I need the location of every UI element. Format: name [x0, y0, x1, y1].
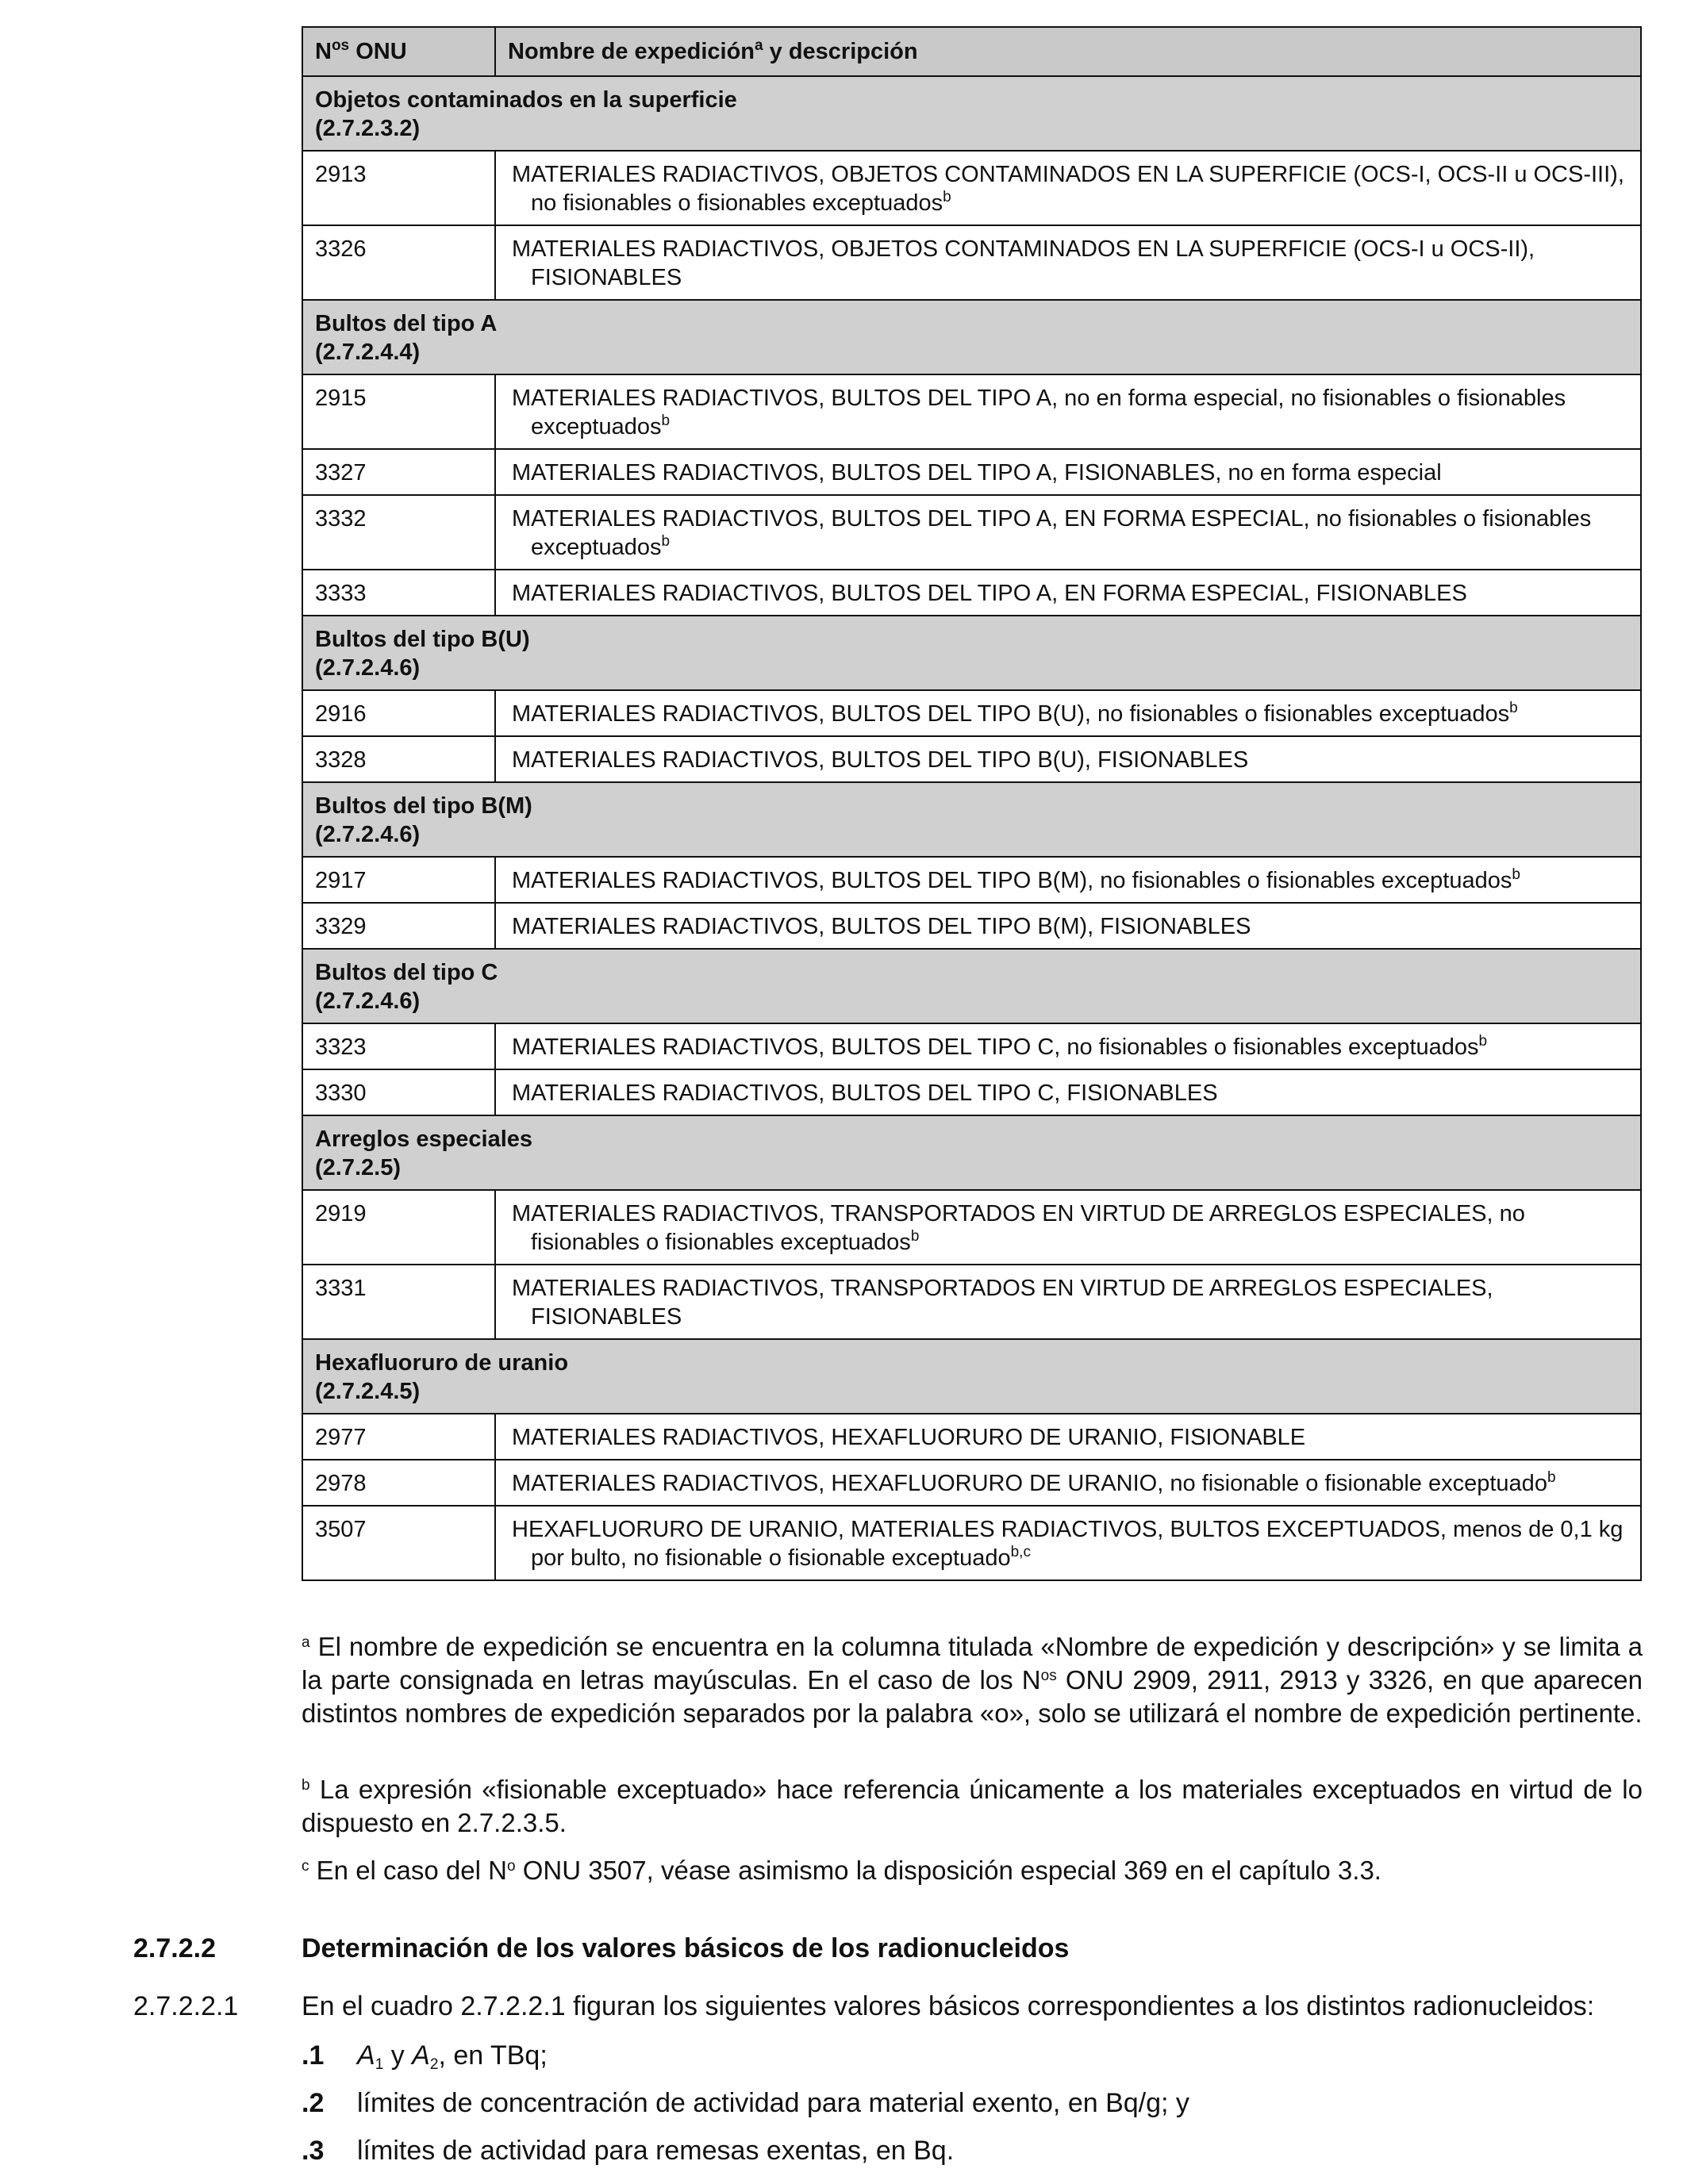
table-row: [302, 1190, 1641, 1265]
group-reference: (2.7.2.5): [315, 1155, 401, 1180]
subsection-text: En el cuadro 2.7.2.2.1 figuran los siguientes valores básicos correspondientes a los distintos radionucleidos:: [302, 1991, 1595, 2021]
table-row: [302, 736, 1641, 782]
group-reference: (2.7.2.4.6): [315, 655, 421, 681]
description-text: MATERIALES RADIACTIVOS, HEXAFLUORURO DE URANIO, FISIONABLE: [512, 1425, 1306, 1450]
footnote-marker: b: [661, 533, 671, 550]
table-row: [302, 1414, 1641, 1460]
un-number-cell: 3323: [302, 1023, 495, 1069]
table-row: [302, 151, 1641, 225]
footnote-marker: b: [1547, 1469, 1556, 1486]
description-cell: [495, 690, 1641, 736]
group-title: Bultos del tipo C: [315, 960, 498, 985]
group-heading: [302, 76, 1641, 151]
group-row: [302, 782, 1641, 857]
un-number-cell: 2915: [302, 374, 495, 449]
table-row: [302, 1506, 1641, 1580]
description-cell: [495, 374, 1641, 449]
description-text: MATERIALES RADIACTIVOS, BULTOS DEL TIPO B(U), no fisionables o fisionables exceptuados: [512, 701, 1510, 727]
description-cell: [495, 903, 1641, 949]
group-title: Arreglos especiales: [315, 1127, 533, 1152]
list-item-3: .3 límites de actividad para remesas exentas, en Bq.: [302, 2136, 955, 2166]
description-cell: [495, 225, 1641, 300]
group-reference: (2.7.2.4.4): [315, 340, 421, 365]
footnote-c: $^c$ En el caso del $N^o$ ONU 3507, véase asimismo la disposición especial 369 en el capítulo 3.3.: [302, 1856, 1381, 1885]
group-title: Bultos del tipo B(M): [315, 793, 532, 819]
un-number-cell: 3326: [302, 225, 495, 300]
un-number-cell: 3333: [302, 570, 495, 616]
footnote-marker: b: [1509, 700, 1518, 716]
footnote-marker: b: [943, 189, 951, 205]
subsection-number: 2.7.2.2.1: [133, 1991, 239, 2021]
header-un-number: $N^{os}$ ONU: [302, 27, 495, 76]
description-text: MATERIALES RADIACTIVOS, BULTOS DEL TIPO B(M), no fisionables o fisionables exceptuados: [512, 868, 1512, 893]
group-reference: (2.7.2.4.6): [315, 822, 421, 847]
un-number-cell: 3507: [302, 1506, 495, 1580]
table-row: [302, 1069, 1641, 1115]
table-row: [302, 1023, 1641, 1069]
description-text: MATERIALES RADIACTIVOS, BULTOS DEL TIPO A, EN FORMA ESPECIAL, no fisionables o fisionables exceptuados: [512, 506, 1592, 560]
description-cell: [495, 570, 1641, 616]
table-row: [302, 857, 1641, 903]
group-heading: [302, 300, 1641, 374]
description-text: MATERIALES RADIACTIVOS, OBJETOS CONTAMINADOS EN LA SUPERFICIE (OCS-I u OCS-II), FISIONABLES: [512, 236, 1535, 290]
group-title: Hexafluoruro de uranio: [315, 1350, 569, 1376]
un-number-cell: 3328: [302, 736, 495, 782]
un-number-cell: 2916: [302, 690, 495, 736]
table-row: [302, 495, 1641, 570]
group-title: Bultos del tipo A: [315, 311, 498, 336]
table-row: [302, 449, 1641, 495]
footnote-a: $^a$ El nombre de expedición se encuentra en la columna titulada «Nombre de expedición y descripción» y se limita a la parte consignada en letras mayúsculas. En el caso de los $N^{os}$ ONU 2909, 2911, 2913 y 3326, en que aparecen distintos nombres de expedición separados por la palabra «o», solo se utilizará el nombre de expedición pertinente.: [302, 1632, 1643, 1728]
footnote-marker: b: [1512, 866, 1520, 883]
group-heading: [302, 1115, 1641, 1190]
table-row: [302, 1265, 1641, 1339]
un-number-cell: 3332: [302, 495, 495, 570]
description-cell: [495, 1460, 1641, 1506]
un-number-cell: 3330: [302, 1069, 495, 1115]
group-heading: [302, 616, 1641, 690]
group-row: [302, 1339, 1641, 1414]
header-shipping-name: Nombre de expedición$^a$ y descripción: [495, 27, 1641, 76]
description-text: MATERIALES RADIACTIVOS, BULTOS DEL TIPO A, EN FORMA ESPECIAL, FISIONABLES: [512, 581, 1467, 606]
group-heading: [302, 949, 1641, 1023]
description-cell: [495, 1190, 1641, 1265]
description-text: MATERIALES RADIACTIVOS, HEXAFLUORURO DE URANIO, no fisionable o fisionable exceptuado: [512, 1471, 1547, 1496]
description-cell: [495, 736, 1641, 782]
group-row: [302, 76, 1641, 151]
description-cell: [495, 1023, 1641, 1069]
description-cell: [495, 495, 1641, 570]
group-row: [302, 949, 1641, 1023]
table-row: [302, 903, 1641, 949]
footnote-marker: b: [1478, 1033, 1488, 1050]
group-row: [302, 616, 1641, 690]
un-number-cell: 2977: [302, 1414, 495, 1460]
un-number-cell: 2917: [302, 857, 495, 903]
description-cell: [495, 1414, 1641, 1460]
table-row: [302, 1460, 1641, 1506]
description-text: MATERIALES RADIACTIVOS, TRANSPORTADOS EN VIRTUD DE ARREGLOS ESPECIALES, FISIONABLES: [512, 1276, 1493, 1330]
un-numbers-table: [302, 26, 1642, 1581]
description-text: MATERIALES RADIACTIVOS, BULTOS DEL TIPO B(U), FISIONABLES: [512, 747, 1249, 773]
description-cell: [495, 1265, 1641, 1339]
description-text: HEXAFLUORURO DE URANIO, MATERIALES RADIACTIVOS, BULTOS EXCEPTUADOS, menos de 0,1 kg por bulto, no fisionable o fisionable exceptuado: [512, 1517, 1624, 1571]
group-title: Bultos del tipo B(U): [315, 627, 530, 652]
description-text: MATERIALES RADIACTIVOS, BULTOS DEL TIPO A, no en forma especial, no fisionables o fisionables exceptuados: [512, 386, 1566, 439]
un-number-cell: 3327: [302, 449, 495, 495]
group-title: Objetos contaminados en la superficie: [315, 87, 737, 113]
table-body: [302, 76, 1641, 1580]
list-item-2: .2 límites de concentración de actividad para material exento, en Bq/g; y: [302, 2088, 1189, 2118]
footnote-marker: b: [661, 413, 671, 429]
un-number-cell: 2978: [302, 1460, 495, 1506]
description-cell: [495, 857, 1641, 903]
description-cell: [495, 1506, 1641, 1580]
table-row: [302, 225, 1641, 300]
table-row: [302, 374, 1641, 449]
table-row: [302, 690, 1641, 736]
group-row: [302, 1115, 1641, 1190]
description-text: MATERIALES RADIACTIVOS, BULTOS DEL TIPO B(M), FISIONABLES: [512, 914, 1251, 939]
description-cell: [495, 151, 1641, 225]
group-reference: (2.7.2.3.2): [315, 116, 421, 141]
description-text: MATERIALES RADIACTIVOS, BULTOS DEL TIPO C, FISIONABLES: [512, 1080, 1218, 1106]
group-heading: [302, 1339, 1641, 1414]
description-text: MATERIALES RADIACTIVOS, BULTOS DEL TIPO C, no fisionables o fisionables exceptuados: [512, 1034, 1479, 1060]
footnote-marker: b: [910, 1228, 920, 1245]
description-text: MATERIALES RADIACTIVOS, OBJETOS CONTAMINADOS EN LA SUPERFICIE (OCS-I, OCS-II u OCS-III), no fisionables o fisionables exceptuados: [512, 162, 1624, 216]
list-item-1: .1 $A_1$ y $A_2$, en TBq;: [302, 2040, 548, 2073]
section-number: 2.7.2.2: [133, 1933, 216, 1963]
group-reference: (2.7.2.4.6): [315, 988, 421, 1014]
table-header-row: [302, 27, 1641, 76]
group-row: [302, 300, 1641, 374]
description-text: MATERIALES RADIACTIVOS, BULTOS DEL TIPO A, FISIONABLES, no en forma especial: [512, 460, 1442, 486]
description-cell: [495, 1069, 1641, 1115]
un-number-cell: 3329: [302, 903, 495, 949]
description-cell: [495, 449, 1641, 495]
group-heading: [302, 782, 1641, 857]
un-number-cell: 3331: [302, 1265, 495, 1339]
footnote-b: $^b$ La expresión «fisionable exceptuado» hace referencia únicamente a los materiales exceptuados en virtud de lo dispuesto en 2.7.2.3.5.: [302, 1775, 1643, 1837]
group-reference: (2.7.2.4.5): [315, 1379, 421, 1404]
un-number-cell: 2919: [302, 1190, 495, 1265]
un-number-cell: 2913: [302, 151, 495, 225]
footnote-marker: b,c: [1010, 1544, 1031, 1560]
table-row: [302, 570, 1641, 616]
description-text: MATERIALES RADIACTIVOS, TRANSPORTADOS EN VIRTUD DE ARREGLOS ESPECIALES, no fisionables o fisionables exceptuados: [512, 1201, 1525, 1255]
section-title: Determinación de los valores básicos de los radionucleidos: [302, 1933, 1070, 1963]
